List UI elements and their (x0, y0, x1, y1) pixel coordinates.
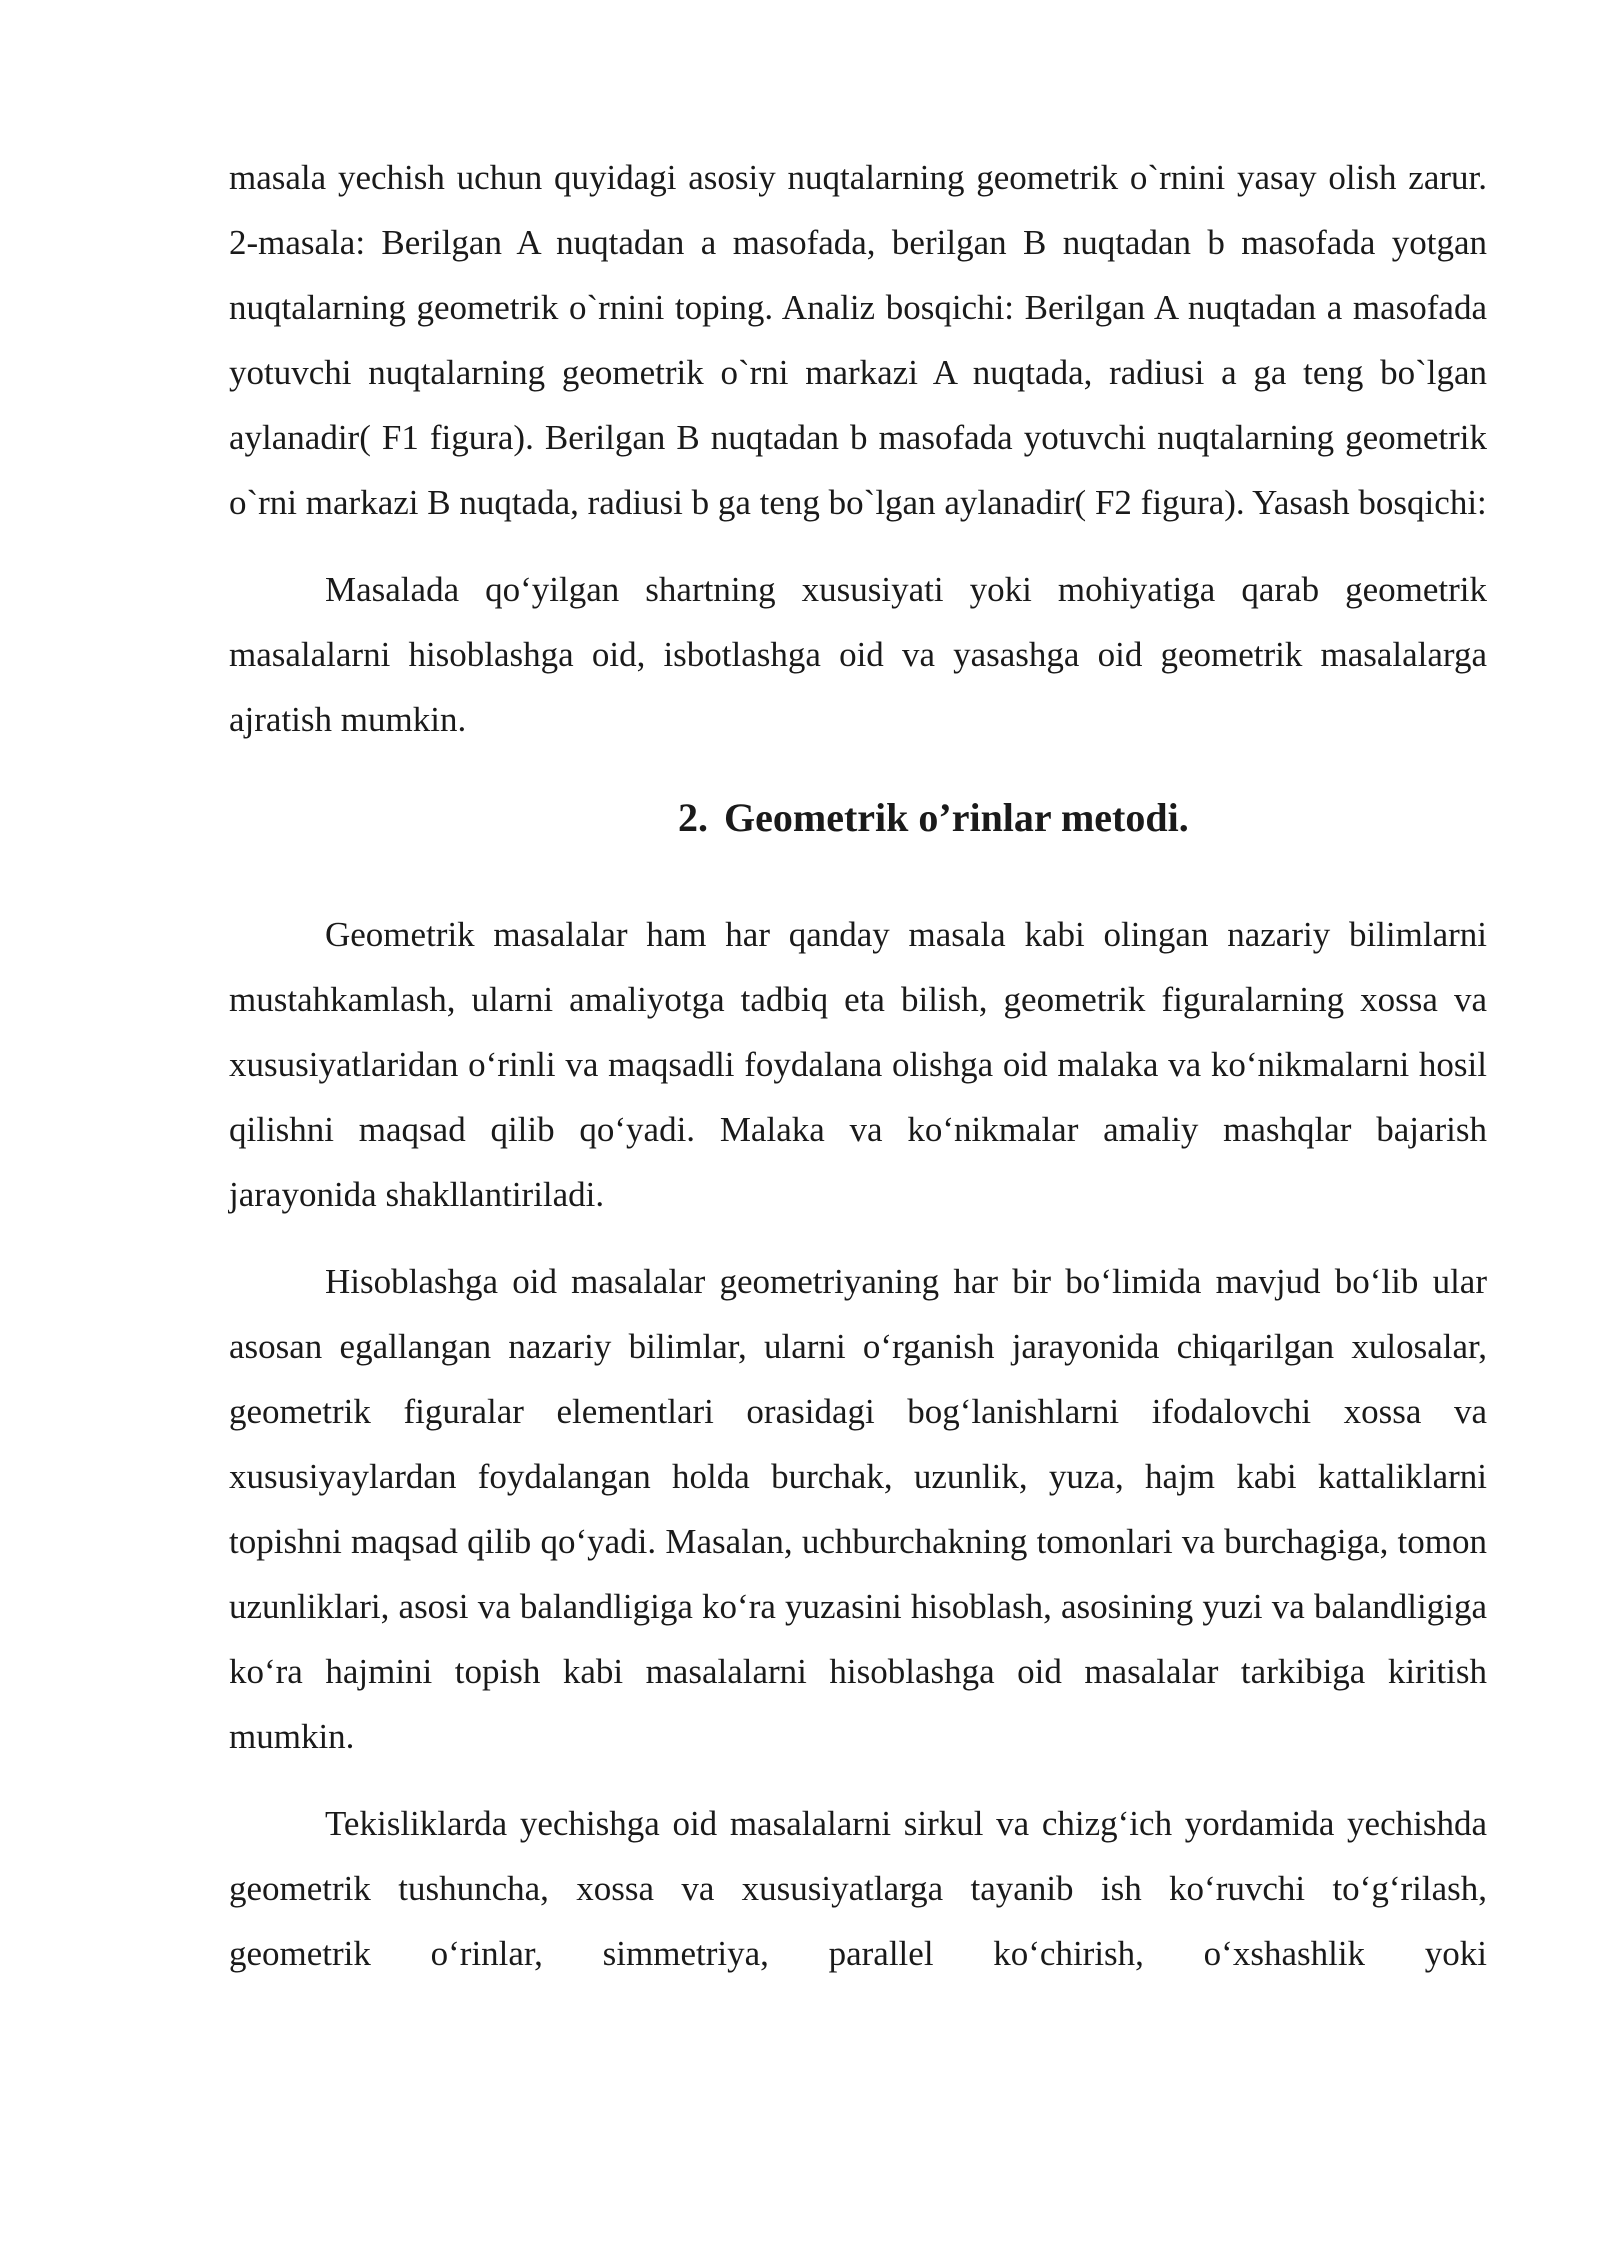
section-title: Geometrik o’rinlar metodi. (724, 795, 1189, 840)
spacer (229, 752, 1487, 788)
spacer (229, 848, 1487, 902)
paragraph-geometrik-masalalar: Geometrik masalalar ham har qanday masala kabi olingan nazariy bilimlarni mustahkamlash, ularni amaliyotga tadbiq eta bilish, geometrik figuralarning xossa va xususiyatlaridan o‘rinli va maqsadli foydalana olishga oid malaka va ko‘nikmalarni hosil qilishni maqsad qilib qo‘yadi. Malaka va ko‘nikmalar amaliy mashqlar bajarish jarayonida shakllantiriladi. (229, 915, 1487, 1214)
document-body (229, 145, 1487, 1986)
paragraph-tekisliklarda: Tekisliklarda yechishga oid masalalarni sirkul va chizg‘ich yordamida yechishda geometrik tushuncha, xossa va xususiyatlarga tayanib ish ko‘ruvchi to‘g‘rilash, geometrik o‘rinlar, simmetriya, parallel ko‘chirish, o‘xshashlik yoki (229, 1804, 1487, 1973)
paragraph-masala-turlari: Masalada qo‘yilgan shartning xususiyati yoki mohiyatiga qarab geometrik masalalarni hisoblashga oid, isbotlashga oid va yasashga oid geometrik masalalarga ajratish mumkin. (229, 570, 1487, 739)
section-heading (229, 788, 1487, 848)
paragraph-masala-yechish: masala yechish uchun quyidagi asosiy nuqtalarning geometrik o`rnini yasay olish zarur. 2-masala: Berilgan A nuqtadan a masofada, berilgan B nuqtadan b masofada yotgan nuqtalarning geometrik o`rnini toping. Analiz bosqichi: Berilgan A nuqtadan a masofada yotuvchi nuqtalarning geometrik o`rni markazi A nuqtada, radiusi a ga teng bo`lgan aylanadir( F1 figura). Berilgan B nuqtadan b masofada yotuvchi nuqtalarning geometrik o`rni markazi B nuqtada, radiusi b ga teng bo`lgan aylanadir( F2 figura). Yasash bosqichi: (229, 158, 1487, 522)
section-number: 2. (678, 795, 708, 840)
paragraph-hisoblashga-oid: Hisoblashga oid masalalar geometriyaning har bir bo‘limida mavjud bo‘lib ular asosan egallangan nazariy bilimlar, ularni o‘rganish jarayonida chiqarilgan xulosalar, geometrik figuralar elementlari orasidagi bog‘lanishlarni ifodalovchi xossa va xususiyaylardan foydalangan holda burchak, uzunlik, yuza, hajm kabi kattaliklarni topishni maqsad qilib qo‘yadi. Masalan, uchburchakning tomonlari va burchagiga, tomon uzunliklari, asosi va balandligiga ko‘ra yuzasini hisoblash, asosining yuzi va balandligiga ko‘ra hajmini topish kabi masalalarni hisoblashga oid masalalar tarkibiga kiritish mumkin. (229, 1262, 1487, 1756)
